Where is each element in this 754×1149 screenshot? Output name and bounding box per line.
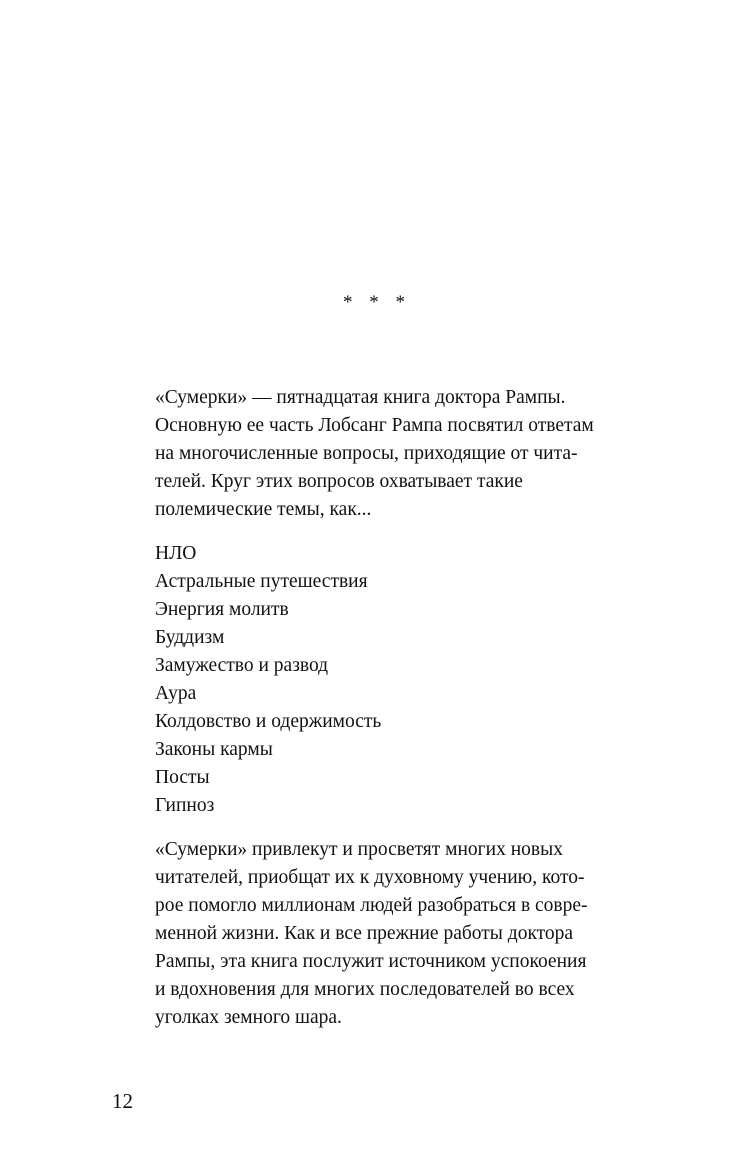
conclusion-line: уголках земного шара. xyxy=(155,1007,342,1028)
conclusion-paragraph xyxy=(155,836,615,1032)
page-number: 12 xyxy=(112,1089,133,1113)
conclusion-line: рое помогло миллионам людей разобраться в совре- xyxy=(155,895,588,916)
page-content xyxy=(155,384,615,1032)
intro-paragraph xyxy=(155,384,615,524)
intro-line: телей. Круг этих вопросов охватывает такие xyxy=(155,471,523,492)
conclusion-line: менной жизни. Как и все прежние работы доктора xyxy=(155,923,574,944)
conclusion-line: «Сумерки» привлекут и просветят многих новых xyxy=(155,839,563,860)
conclusion-line: Рампы, эта книга послужит источником успокоения xyxy=(155,951,587,972)
topic-item: Колдовство и одержимость xyxy=(155,711,382,732)
intro-line: «Сумерки» — пятнадцатая книга доктора Рампы. xyxy=(155,387,566,408)
topic-item: Посты xyxy=(155,767,210,788)
topic-item: Астральные путешествия xyxy=(155,571,368,592)
intro-line: на многочисленные вопросы, приходящие от чита- xyxy=(155,443,578,464)
section-separator: * * * xyxy=(343,292,411,313)
topic-item: Гипноз xyxy=(155,795,215,816)
topic-item: Аура xyxy=(155,683,197,704)
topic-item: Замужество и развод xyxy=(155,655,329,676)
intro-line: Основную ее часть Лобсанг Рампа посвятил ответам xyxy=(155,415,594,436)
topics-list xyxy=(155,540,615,820)
topic-item: НЛО xyxy=(155,543,197,564)
topic-item: Энергия молитв xyxy=(155,599,289,620)
intro-line: полемические темы, как... xyxy=(155,499,372,520)
conclusion-line: и вдохновения для многих последователей во всех xyxy=(155,979,575,1000)
topic-item: Законы кармы xyxy=(155,739,273,760)
conclusion-line: читателей, приобщат их к духовному учению, кото- xyxy=(155,867,585,888)
topic-item: Буддизм xyxy=(155,627,225,648)
